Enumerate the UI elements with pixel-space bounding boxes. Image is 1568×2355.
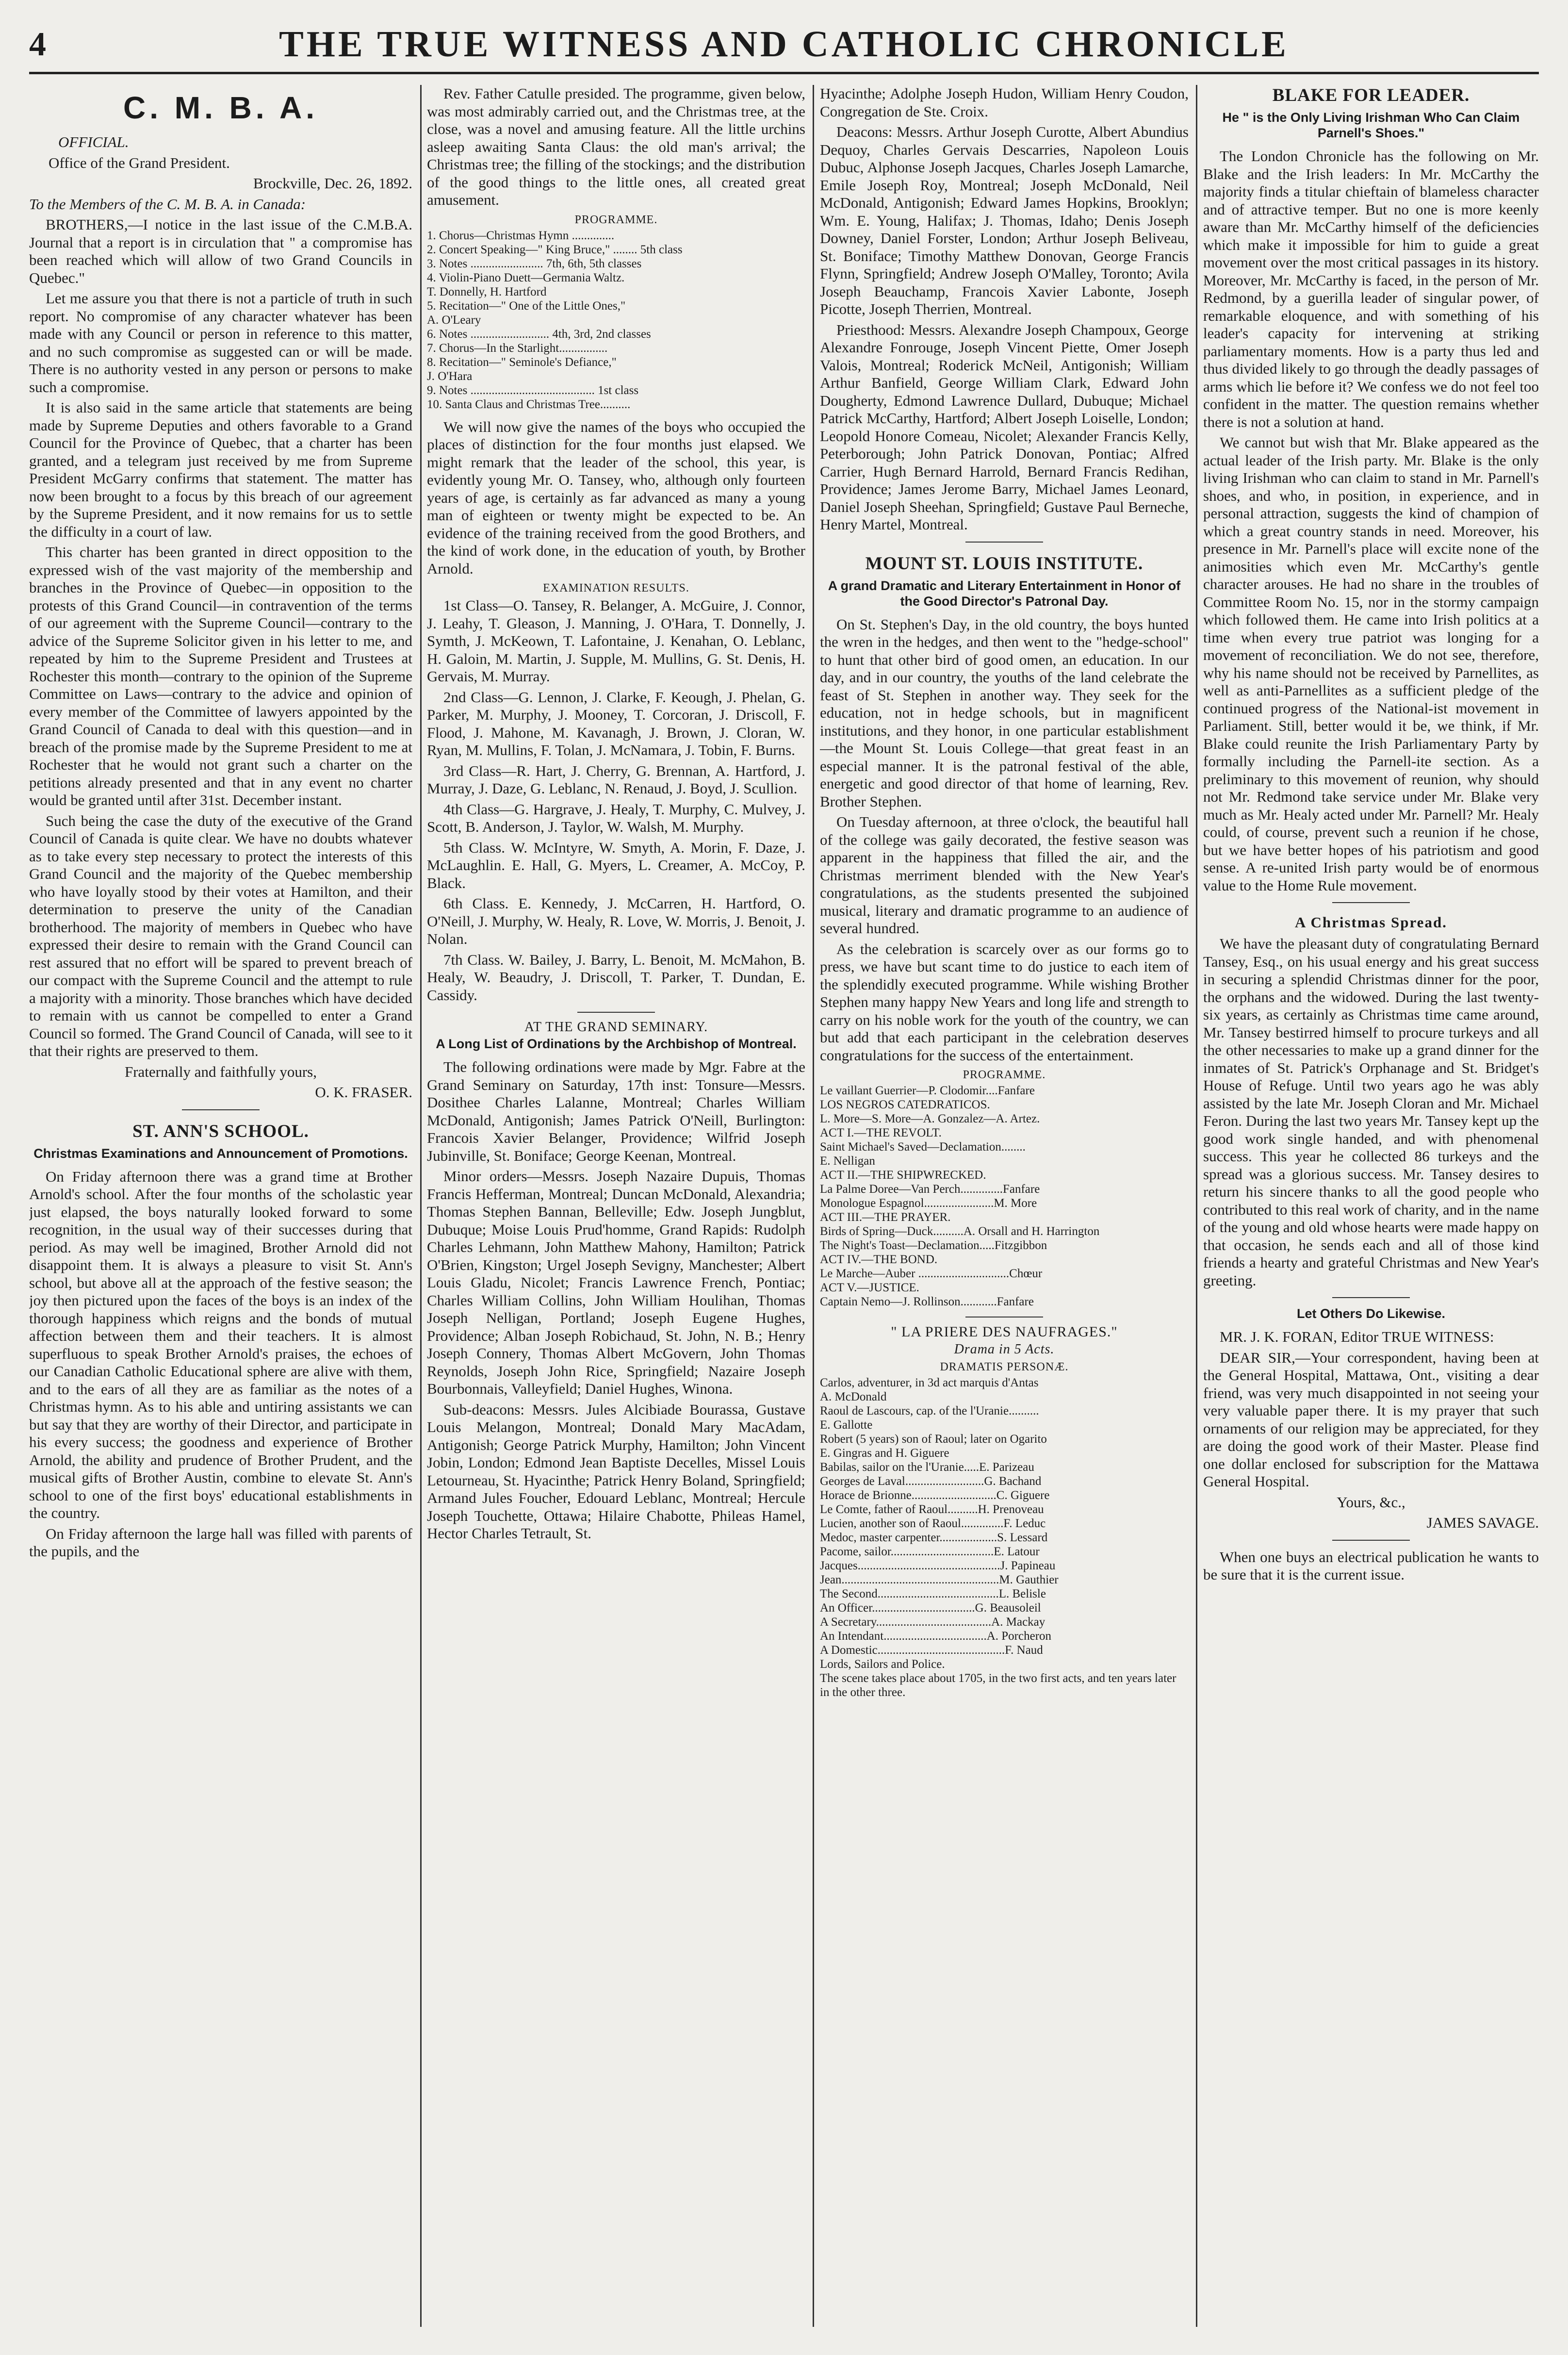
office-line: Office of the Grand President. <box>49 154 230 171</box>
programme-item: LOS NEGROS CATEDRATICOS. <box>820 1098 990 1111</box>
programme-item: 1. Chorus—Christmas Hymn .............. <box>427 229 615 242</box>
blake-subheading: He " is the Only Living Irishman Who Can Claim Parnell's Shoes." <box>1222 110 1520 140</box>
programme-item: ACT V.—JUSTICE. <box>820 1281 919 1294</box>
programme-item: 6. Notes .......................... 4th, 3rd, 2nd classes <box>427 327 651 341</box>
cast-item: Babilas, sailor on the l'Uranie.....E. Parizeau <box>820 1461 1034 1474</box>
divider <box>965 542 1043 543</box>
cast-item: A Secretary......................................A. Mackay <box>820 1615 1045 1629</box>
column-rule <box>813 85 814 2327</box>
paragraph: On Friday afternoon there was a grand time at Brother Arnold's school. After the four months of the scholastic year just elapsed, the boys naturally looked forward to some recognition, in the usual way of their successes during that period. As may well be imagined, Brother Arnold did not disappoint them. It is always a pleasure to visit St. Ann's school, but above all at the approach of the festive season; the joy then pictured upon the faces of the boys is an index of the thorough happiness which reigns and the bonds of mutual affection between them and their teachers. It is almost superfluous to speak Brother Arnold's praises, the echoes of our Canadian Catholic Educational sphere are alive with them, and to the ears of all they are as familiar as the notes of a Christmas hymn. As to his able and untiring assistants we can but say that they are worthy of their Director, and participate in his every success; the goodness and experience of Brother Arnold, the ability and prudence of Brother Prudent, and the musical gifts of Brother Austin, combine to elevate St. Ann's school to one of the first boys' educational establishments in the country. <box>29 1168 412 1521</box>
paragraph: On St. Stephen's Day, in the old country, the boys hunted the wren in the hedges, and then went to the "hedge-school" to hunt that other bird of good omen, an education. In our day, and in our country, the youths of the land celebrate the feast of St. Stephen in another way. They seek for the education, not in hedge schools, but in magnificent institutions, and they honor, in one particular establishment—the Mount St. Louis College—that great feast in an especial manner. It is the patronal festival of the able, energetic and good director of that home of learning, Rev. Brother Stephen. <box>820 615 1189 810</box>
programme-item: ACT IV.—THE BOND. <box>820 1253 938 1266</box>
cast-item: Raoul de Lascours, cap. of the l'Uranie.......... <box>820 1404 1039 1417</box>
paragraph: We cannot but wish that Mr. Blake appeared as the actual leader of the Irish party. Mr. Blake is the only living Irishman who can claim to stand in Mr. Parnell's shoes, and who, in position, in experience, and in personal attraction, suggests the kind of champion of which a great country stands in need. Moreover, his presence in Mr. Parnell's place will excite none of the animosities which even Mr. McCarthy's gentle character arouses. He had no share in the troubles of Committee Room No. 15, nor in the stormy campaign which followed them. He came into Irish politics at a time when every true patriot was longing for a movement of reconciliation. We do not see, therefore, why his name should not be received by Parnellites, as well as anti-Parnellites as a sufficient pledge of the continued progress of the National-ist movement in Parliament. Still, better would it be, we think, if Mr. Blake could reunite the Irish Parliamentary Party by formally including the Parnell-ite section. As a preliminary to this movement of reunion, why should not Mr. Redmond take service under Mr. Blake very much as Mr. Healy acted under Mr. Parnell? Mr. Healy could, of course, prevent such a reunion if he chose, but we have better hopes of his patriotism and good sense. A re-united Irish party would be of enormous value to the Home Rule movement. <box>1203 434 1539 894</box>
column-rule <box>1196 85 1197 2327</box>
christmas-spread-heading: A Christmas Spread. <box>1295 914 1447 931</box>
paragraph: We have the pleasant duty of congratulating Bernard Tansey, Esq., on his usual energy and his great success in securing a splendid Christmas dinner for the poor, the orphans and the widowed. During the last twenty-six years, as certainly as Christmas time came around, Mr. Tansey bestirred himself to procure turkeys and all the other necessaries to make up a grand dinner for the inmates of St. Patrick's Orphanage and St. Bridget's House of Refuge. Until two years ago he was ably assisted by the late Mr. Joseph Cloran and Mr. Michael Feron. During the last two years Mr. Tansey kept up the good work single handed, and with phenomenal success. This year he collected 86 turkeys and the spread was a glorious success. Mr. Tansey desires to return his sincere thanks to all the good people who contributed to this real work of charity, and in the name of the young and old whose hearts were made happy on that occasion, he sends each and all of those kind friends a hearty and grateful Christmas and New Year's greeting. <box>1203 935 1539 1289</box>
programme-item: ACT II.—THE SHIPWRECKED. <box>820 1169 986 1182</box>
seminary-subheading: A Long List of Ordinations by the Archbishop of Montreal. <box>436 1037 797 1051</box>
paragraph: The London Chronicle has the following on Mr. Blake and the Irish leaders: In Mr. McCarthy the majority finds a titular chieftain of blameless character and of attractive temper. But no one is more keenly aware than Mr. McCarthy himself of the deficiencies which make it impossible for him to guide a great movement over the most critical passages in its history. Moreover, Mr. McCarthy is faced, in the person of Mr. Redmond, by a guerilla leader of singular power, of remarkable eloquence, and with something of his leader's capacity for intervening at striking parliamentary moments. How is a party thus led and thus divided likely to go through the deadly passages of arms which lie before it? We confess we do not feel too confident in the matter. The question remains whether there is not a solution at hand. <box>1203 148 1539 430</box>
class-results: 4th Class—G. Hargrave, J. Healy, T. Murphy, C. Mulvey, J. Scott, B. Anderson, J. Taylor, W. Walsh, M. Murphy. <box>427 800 805 835</box>
st-anns-subheading: Christmas Examinations and Announcement of Promotions. <box>33 1146 408 1161</box>
salutation: To the Members of the C. M. B. A. in Canada: <box>29 195 306 213</box>
paragraph: Priesthood: Messrs. Alexandre Joseph Champoux, George Alexandre Fonrouge, Joseph Vincent Piette, Omer Joseph Valois, Montreal; Roderick McNeil, Antigonish; William Arthur Banfield, George William Clark, Edward John Dougherty, Edmond Lawrence Dullard, Dubuque; Michael Patrick McCarthy, Hartford; Albert Joseph Loiselle, London; Leopold Honore Comeau, Nicolet; Alexander Francis Kelly, Peterborough; John Patrick Donovan, Pontiac; Alfred Carrier, Hugh Bernard Harrold, Bernard Francis Redihan, Providence; James Jerome Barry, Michael James Leonard, Daniel Joseph Sheehan, Springfield; Gustave Paul Berneche, Henry Martel, Montreal. <box>820 321 1189 533</box>
programme-item: The Night's Toast—Declamation.....Fitzgibbon <box>820 1239 1047 1252</box>
programme-item: 8. Recitation—" Seminole's Defiance," <box>427 355 617 369</box>
cast-item: A Domestic..........................................F. Naud <box>820 1644 1043 1657</box>
cast-item: Pacome, sailor..................................E. Latour <box>820 1545 1040 1558</box>
cast-item: Lords, Sailors and Police. <box>820 1658 945 1671</box>
seminary-heading: AT THE GRAND SEMINARY. <box>524 1020 708 1035</box>
cmba-heading: C. M. B. A. <box>123 90 319 125</box>
letter-signature: JAMES SAVAGE. <box>1426 1514 1539 1531</box>
programme-item: L. More—S. More—A. Gonzalez—A. Artez. <box>820 1112 1040 1125</box>
drama-subtitle: Drama in 5 Acts. <box>954 1342 1055 1357</box>
programme-item: Birds of Spring—Duck..........A. Orsall and H. Harrington <box>820 1225 1100 1238</box>
exam-results-title: EXAMINATION RESULTS. <box>543 582 689 594</box>
divider <box>577 1012 655 1013</box>
cast-item: An Officer..................................G. Beausoleil <box>820 1601 1041 1614</box>
paragraph: DEAR SIR,—Your correspondent, having been at the General Hospital, Mattawa, Ont., visiting a dear friend, was very much disappointed in not seeing your very valuable paper there. It is my prayer that such ornaments of our religion may be appreciated, for they are doing the good work of their Master. Please find one dollar enclosed for subscription for the Mattawa General Hospital. <box>1203 1349 1539 1490</box>
divider <box>182 1109 260 1110</box>
programme-item: 4. Violin-Piano Duett—Germania Waltz. <box>427 271 625 284</box>
page-number: 4 <box>29 26 46 63</box>
paragraph: When one buys an electrical publication he wants to be sure that it is the current issue. <box>1203 1548 1539 1583</box>
programme-item: E. Nelligan <box>820 1154 875 1168</box>
class-results: 7th Class. W. Bailey, J. Barry, L. Benoit, M. McMahon, B. Healy, W. Beaudry, J. Driscoll, T. Parker, T. Dundan, E. Cassidy. <box>427 951 805 1004</box>
column-2 <box>427 85 805 2327</box>
column-3 <box>820 85 1189 2327</box>
divider <box>1332 1297 1410 1298</box>
paragraph: Rev. Father Catulle presided. The programme, given below, was most admirably carried out, and the Christmas tree, at the close, was a novel and amusing feature. All the little urchins asleep awaiting Santa Claus: the old man's arrival; the Christmas tree; the filling of the stockings; and the distribution of the good things to the little ones, all created great amusement. <box>427 85 805 208</box>
paragraph: On Friday afternoon the large hall was filled with parents of the pupils, and the <box>29 1525 412 1560</box>
programme-title: PROGRAMME. <box>574 213 658 226</box>
divider <box>1332 902 1410 903</box>
paragraph: BROTHERS,—I notice in the last issue of the C.M.B.A. Journal that a report is in circulation that " a compromise has been reached which will allow of two Grand Councils in Quebec." <box>29 216 412 286</box>
programme-item: Le vaillant Guerrier—P. Clodomir....Fanfare <box>820 1084 1035 1097</box>
programme-item: 9. Notes ......................................... 1st class <box>427 383 639 397</box>
column-rule <box>420 85 422 2327</box>
divider <box>1332 1540 1410 1541</box>
cast-item: An Intendant..................................A. Porcheron <box>820 1630 1052 1643</box>
cast-item: Le Comte, father of Raoul..........H. Prenoveau <box>820 1503 1044 1516</box>
programme-item: ACT III.—THE PRAYER. <box>820 1211 951 1224</box>
class-results: 5th Class. W. McIntyre, W. Smyth, A. Morin, F. Daze, J. McLaughlin. E. Hall, G. Myers, L. Creamer, A. McCoy, P. Black. <box>427 839 805 891</box>
drama-title: " LA PRIERE DES NAUFRAGES." <box>891 1324 1118 1340</box>
paragraph: Let me assure you that there is not a particle of truth in such report. No compromise of any character whatever has been made with any Council or person in reference to this matter, and no such compromise as suggested can or will be made. There is no authority vested in any person or persons to make such a compromise. <box>29 290 412 395</box>
cast-item: Carlos, adventurer, in 3d act marquis d'Antas <box>820 1376 1039 1389</box>
paragraph: On Tuesday afternoon, at three o'clock, the beautiful hall of the college was gaily decorated, the festive season was apparent in the happiness that filled the air, and the Christmas merriment blended with the New Year's congratulations, as the students presented the subjoined musical, literary and dramatic programme to an audience of several hundred. <box>820 813 1189 937</box>
cast-item: A. McDonald <box>820 1390 887 1403</box>
scene-note: The scene takes place about 1705, in the two first acts, and ten years later in the other three. <box>820 1672 1176 1699</box>
class-results: 3rd Class—R. Hart, J. Cherry, G. Brennan, A. Hartford, J. Murray, J. Daze, G. Leblanc, N. Renaud, J. Boyd, J. Scullion. <box>427 762 805 797</box>
programme-item: 7. Chorus—In the Starlight................ <box>427 341 608 355</box>
signature: O. K. FRASER. <box>315 1084 412 1101</box>
st-anns-heading: ST. ANN'S SCHOOL. <box>132 1121 309 1141</box>
programme-item: Monologue Espagnol.......................M. More <box>820 1197 1037 1210</box>
programme-item: A. O'Leary <box>427 313 481 327</box>
cast-item: Georges de Laval..........................G. Bachand <box>820 1475 1042 1488</box>
class-results: 6th Class. E. Kennedy, J. McCarren, H. Hartford, O. O'Neill, J. Murphy, W. Healy, R. Love, W. Morris, J. Benoit, J. Nolan. <box>427 895 805 947</box>
programme-item: ACT I.—THE REVOLT. <box>820 1126 942 1139</box>
programme-title: PROGRAMME. <box>963 1069 1046 1081</box>
programme-item: La Palme Doree—Van Perch..............Fanfare <box>820 1183 1040 1196</box>
paragraph: Deacons: Messrs. Arthur Joseph Curotte, Albert Abundius Dequoy, Charles Gervais Descarries, Napoleon Louis Dubuc, Alphonse Joseph Jacques, Charles Joseph Lamarche, Emile Joseph Roy, Montreal; Joseph McDonald, Neil McDonald, Antigonish; Edward James Hopkins, Brooklyn; Wm. E. Young, Halifax; J. Thomas, Idaho; Denis Joseph Downey, Daniel Forster, London; Arthur Joseph Beliveau, St. Boniface; Timothy Matthew Donovan, George Francis Flynn, Springfield; Andrew Joseph O'Malley, Toronto; Avila Joseph Beauchamp, Francois Xavier Labonte, Joseph Picotte, Joseph Therrien, Montreal. <box>820 123 1189 317</box>
paragraph: It is also said in the same article that statements are being made by Supreme Deputies and others favorable to a Grand Council for the Province of Quebec, that a charter has been granted, and a telegram just received by me from Supreme President McGarry confirms that statement. The matter has now been brought to a focus by this breach of our agreement by the Supreme President, and it now remains for us to settle the difficulty in a court of law. <box>29 399 412 540</box>
closing: Fraternally and faithfully yours, <box>124 1063 317 1080</box>
programme-item: 3. Notes ........................ 7th, 6th, 5th classes <box>427 257 642 270</box>
letter-closing: Yours, &c., <box>1337 1493 1405 1511</box>
let-others-heading: Let Others Do Likewise. <box>1296 1306 1446 1321</box>
paragraph: Minor orders—Messrs. Joseph Nazaire Dupuis, Thomas Francis Hefferman, Montreal; Duncan McDonald, Alexandria; Thomas Stephen Bannan, Belleville; Edw. Joseph Jungblut, Dubuque; Moise Louis Prud'homme, Grand Rapids: Rudolph Charles Lehmann, John Matthew Mahony, Hamilton; Patrick O'Brien, Kingston; Urgel Joseph Sevigny, Manchester; Albert Louis Gladu, Nicolet; Francis Lawrence French, Pontiac; Charles William Collins, John William Houlihan, Thomas Joseph Nelligan, Portland; Joseph Eugene Hughes, Providence; Alban Joseph Robichaud, St. John, N. B.; Henry Joseph Connery, Thomas Albert McGovern, John Thomas Reynolds, Joseph John Rice, Springfield; Nazaire Joseph Bourbonnais, Valleyfield; Daniel Hughes, Winona. <box>427 1168 805 1397</box>
mount-st-louis-heading: MOUNT ST. LOUIS INSTITUTE. <box>865 553 1143 574</box>
cast-item: E. Gingras and H. Giguere <box>820 1447 949 1460</box>
masthead <box>29 15 1539 75</box>
paragraph: As the celebration is scarcely over as our forms go to press, we have but scant time to do justice to each item of the splendidly executed programme. While wishing Brother Stephen many happy New Years and long life and strength to carry on his noble work for the youth of the country, we can but add that each participant in the celebration deserves congratulations for the success of the entertainment. <box>820 940 1189 1064</box>
cast-item: Horace de Brionne............................C. Giguere <box>820 1489 1050 1502</box>
paragraph: Sub-deacons: Messrs. Jules Alcibiade Bourassa, Gustave Louis Melangon, Montreal; Donald Mary MacAdam, Antigonish; George Patrick Murphy, Hamilton; John Vincent Jobin, London; Edmond Jean Baptiste Decelles, Missel Louis Letourneau, St. Hyacinthe; Patrick Henry Boland, Springfield; Armand Jules Foucher, Edouard Leblanc, Montreal; Hercule Joseph Touchette, Ottawa; Hilaire Chabotte, Phileas Hamel, Hector Charles Tetrault, St. <box>427 1400 805 1542</box>
letter-addressee: MR. J. K. FORAN, Editor TRUE WITNESS: <box>1220 1328 1494 1345</box>
place-date: Brockville, Dec. 26, 1892. <box>253 175 412 192</box>
programme-item: Le Marche—Auber ..............................Chœur <box>820 1267 1043 1280</box>
programme-item: T. Donnelly, H. Hartford <box>427 285 547 298</box>
column-4 <box>1203 85 1539 2327</box>
blake-heading: BLAKE FOR LEADER. <box>1272 85 1470 105</box>
official-label: OFFICIAL. <box>58 133 129 150</box>
cast-item: The Second........................................L. Belisle <box>820 1587 1046 1600</box>
cast-item: Jacques...............................................J. Papineau <box>820 1559 1056 1572</box>
paragraph: Hyacinthe; Adolphe Joseph Hudon, William Henry Coudon, Congregation de Ste. Croix. <box>820 85 1189 120</box>
column-1 <box>29 85 412 2327</box>
cast-item: E. Gallotte <box>820 1418 873 1432</box>
programme-item: 5. Recitation—" One of the Little Ones," <box>427 299 626 313</box>
programme-item: J. O'Hara <box>427 369 473 383</box>
cast-item: Lucien, another son of Raoul..............F. Leduc <box>820 1517 1046 1530</box>
class-results: 1st Class—O. Tansey, R. Belanger, A. McGuire, J. Connor, J. Leahy, T. Gleason, J. Manning, J. O'Hara, T. Donnelly, J. Symth, J. McKeown, T. Lafontaine, J. Kenahan, O. Leblanc, H. Galoin, M. Martin, J. Supple, M. Mullins, G. St. Denis, H. Gervais, M. Murray. <box>427 597 805 685</box>
newspaper-title: THE TRUE WITNESS AND CATHOLIC CHRONICLE <box>279 24 1289 65</box>
paragraph: This charter has been granted in direct opposition to the expressed wish of the vast majority of the membership and branches in the Province of Quebec—in opposition to the protests of this Grand Council—in contravention of the terms of our agreement with the Supreme Council—contrary to the advice of the Supreme Solicitor given in his letter to me, and repeated by him to the Supreme President and Trustees at Rochester this month—contrary to the opinion of the Supreme Committee on Laws—contrary to the advice and opinion of every member of the Committee of lawyers appointed by the Grand Council of Canada to deal with this question—and in breach of the promise made by the Supreme President to me at Rochester that he would not grant such a charter on the petitions already presented and that in any event no charter would be granted until after 31st. December instant. <box>29 543 412 808</box>
paragraph: We will now give the names of the boys who occupied the places of distinction for the four months just elapsed. We might remark that the leader of the school, this year, is evidently young Mr. O. Tansey, who, although only fourteen years of age, is certainly as far advanced as many a young man of eighteen or twenty might be expected to be. An evidence of the training received from the good Brothers, and the kind of work done, in the education of youth, by Brother Arnold. <box>427 418 805 577</box>
dramatis-personae-title: DRAMATIS PERSONÆ. <box>940 1361 1069 1373</box>
programme-item: 10. Santa Claus and Christmas Tree.......... <box>427 397 631 411</box>
programme-list <box>427 229 805 412</box>
cast-list <box>820 1376 1189 1699</box>
programme-item: Captain Nemo—J. Rollinson............Fanfare <box>820 1295 1034 1308</box>
paragraph: The following ordinations were made by Mgr. Fabre at the Grand Seminary on Saturday, 17th inst: Tonsure—Messrs. Dosithee Charles Lalanne, Montreal; Charles William McDonald, Antigonish; James Patrick O'Neill, Burlington: Francois Xavier Belanger, Providence; Wilfrid Joseph Jubinville, St. Boniface; George Keenan, Montreal. <box>427 1058 805 1164</box>
masthead-rule <box>29 72 1539 74</box>
cast-item: Medoc, master carpenter...................S. Lessard <box>820 1531 1048 1544</box>
cast-item: Jean....................................................M. Gauthier <box>820 1573 1059 1586</box>
programme-list <box>820 1084 1189 1309</box>
paragraph: Such being the case the duty of the executive of the Grand Council of Canada is quite clear. We have no doubts whatever as to take every step necessary to protect the interests of this Grand Council and the majority of the Quebec membership who have loyally stood by their votes at Hamilton, and their determination to preserve the unity of the Canadian brotherhood. The majority of members in Quebec who have expressed their desire to remain with the Grand Council can rest assured that no effort will be spared to prevent breach of our compact with the Supreme Council and the attempt to rule a majority with a minority. Those branches which have decided to remain with us cannot be compelled to enter a Grand Council so formed. The Grand Council of Canada, will see to it that their rights are preserved to them. <box>29 812 412 1059</box>
cast-item: Robert (5 years) son of Raoul; later on Ogarito <box>820 1433 1047 1446</box>
class-results: 2nd Class—G. Lennon, J. Clarke, F. Keough, J. Phelan, G. Parker, M. Murphy, J. Mooney, T. Corcoran, J. Driscoll, F. Flood, J. Mahone, M. Kavanagh, J. Brown, J. Cloran, W. Ryan, M. Mullins, F. Tolan, J. McNamara, J. Tobin, F. Burns. <box>427 688 805 758</box>
programme-item: 2. Concert Speaking—" King Bruce," ........ 5th class <box>427 243 683 256</box>
programme-item: Saint Michael's Saved—Declamation........ <box>820 1140 1026 1153</box>
mount-st-louis-subheading: A grand Dramatic and Literary Entertainment in Honor of the Good Director's Patronal Day. <box>828 578 1181 609</box>
